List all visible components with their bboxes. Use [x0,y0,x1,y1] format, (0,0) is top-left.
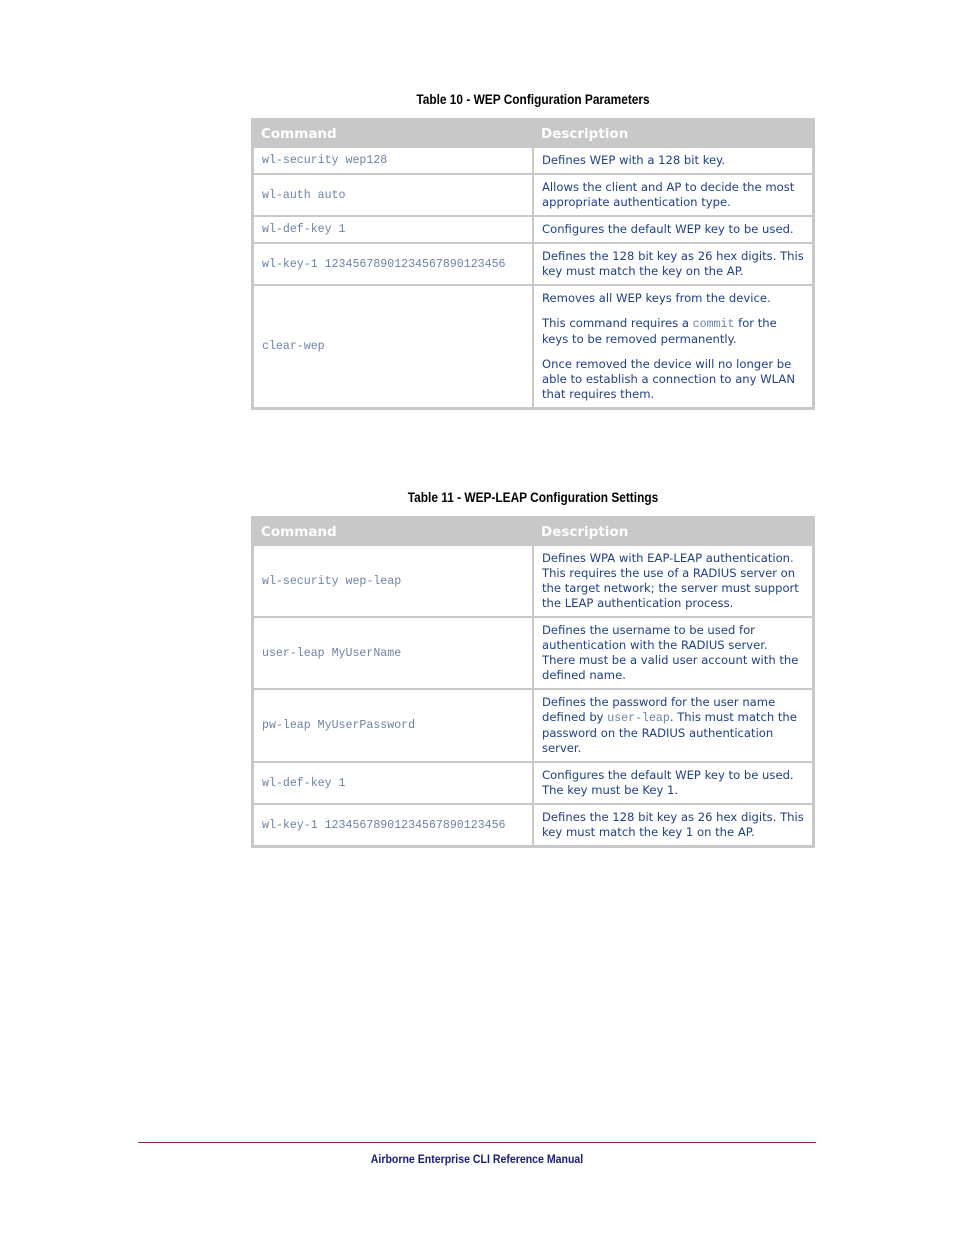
description-cell: Configures the default WEP key to be used. The key must be Key 1. [533,762,813,804]
inline-code: user-leap [607,712,670,725]
table-row [253,689,813,762]
column-header-command: Command [253,120,533,147]
description-text: This command requires a [542,316,693,330]
description-cell: Defines the 128 bit key as 26 hex digits. This key must match the key 1 on the AP. [533,804,813,846]
command-cell: wl-def-key 1 [253,216,533,243]
description-paragraph [542,316,804,347]
command-cell: pw-leap MyUserPassword [253,689,533,762]
table-11-caption: Table 11 - WEP-LEAP Configuration Settings [407,490,659,505]
table-row [253,617,813,689]
column-header-description: Description [533,518,813,545]
description-text: for the keys to be removed permanently. [542,316,777,346]
table-row [253,804,813,846]
table-row [253,147,813,174]
inline-code: commit [692,318,735,331]
description-cell: Defines WPA with EAP-LEAP authentication. This requires the use of a RADIUS server on the target network; the server must support the LEAP authentication process. [533,545,813,617]
command-cell: wl-def-key 1 [253,762,533,804]
footer-divider [138,1142,816,1143]
footer-title: Airborne Enterprise CLI Reference Manual [370,1152,584,1166]
description-paragraph: Once removed the device will no longer be able to establish a connection to any WLAN that requires them. [542,357,795,401]
command-cell: clear-wep [253,285,533,408]
description-text: Defines the password for the user name defined by [542,695,776,724]
description-cell: Allows the client and AP to decide the most appropriate authentication type. [533,174,813,216]
table-10-caption: Table 10 - WEP Configuration Parameters [416,92,650,107]
table-row [253,216,813,243]
table-11 [251,516,815,848]
table-row [253,545,813,617]
table-10 [251,118,815,410]
column-header-description: Description [533,120,813,147]
description-cell: Defines the username to be used for authentication with the RADIUS server. There must be a valid user account with the defined name. [533,617,813,689]
description-cell: Defines WEP with a 128 bit key. [533,147,813,174]
command-cell: wl-security wep-leap [253,545,533,617]
description-cell: Configures the default WEP key to be used. [533,216,813,243]
command-cell: wl-auth auto [253,174,533,216]
table-row [253,174,813,216]
description-paragraph: Removes all WEP keys from the device. [542,291,771,305]
command-cell: wl-security wep128 [253,147,533,174]
command-cell: wl-key-1 12345678901234567890123456 [253,804,533,846]
table-header-row [253,518,813,545]
table-row [253,285,813,408]
table-header-row [253,120,813,147]
description-cell: Defines the 128 bit key as 26 hex digits. This key must match the key on the AP. [533,243,813,285]
command-cell: user-leap MyUserName [253,617,533,689]
description-cell [533,285,813,408]
column-header-command: Command [253,518,533,545]
command-cell: wl-key-1 12345678901234567890123456 [253,243,533,285]
description-text: . This must match the password on the RADIUS authentication server. [542,710,797,755]
table-row [253,243,813,285]
table-row [253,762,813,804]
description-cell [533,689,813,762]
